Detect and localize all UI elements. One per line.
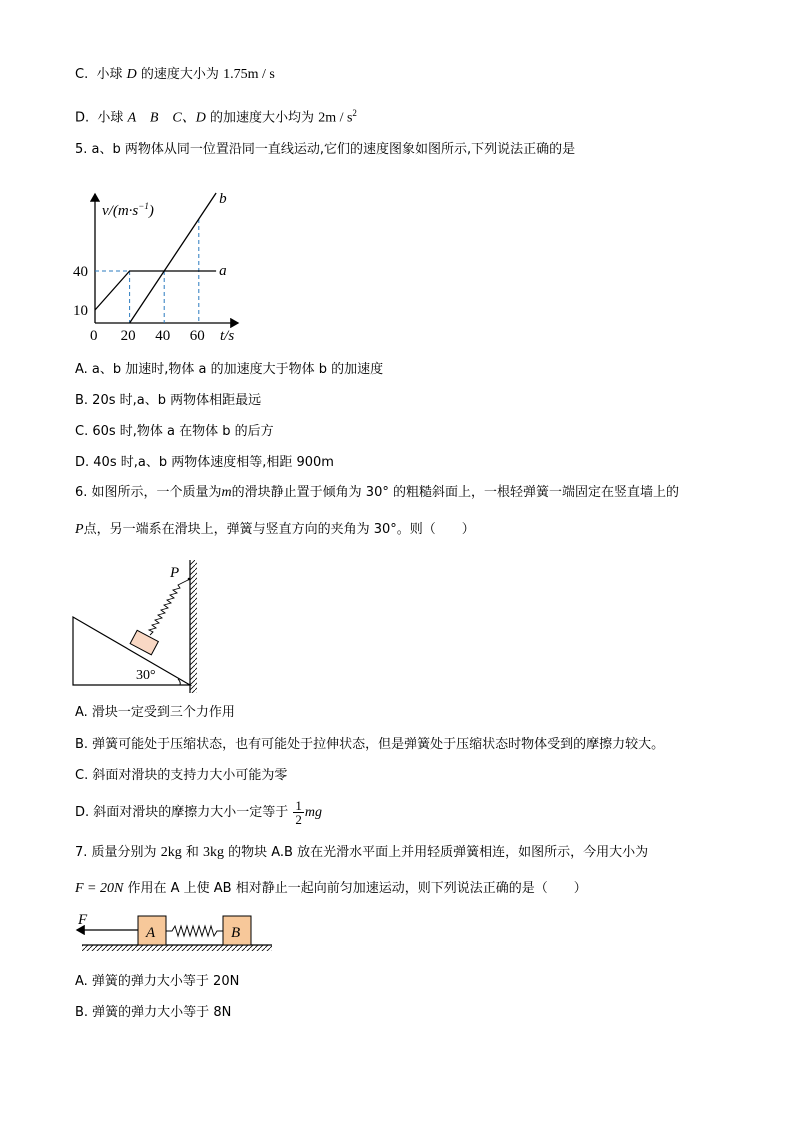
spring [149,579,190,635]
y-tick-10: 10 [73,303,88,319]
series-label-b: b [219,191,227,207]
q4-option-c: C. 小球 D 的速度大小为 1.75m / s [75,67,275,82]
q7-stem-line2: F = 20N 作用在 A 上使 AB 相对静止一起向前匀加速运动，则下列说法正确的是（ ） [75,881,587,896]
velocity-time-graph [70,172,250,342]
x-tick-60: 60 [189,328,205,342]
block [130,630,158,655]
angle-label: 30° [136,668,156,683]
q5-option-a: A. a、b 加速时,物体 a 的加速度大于物体 b 的加速度 [75,362,384,377]
series-line-a [95,271,216,310]
q5-option-b: B. 20s 时,a、b 两物体相距最远 [75,393,262,408]
point-p-label: P [170,565,180,581]
series-label-a: a [219,263,227,279]
wall [190,560,197,693]
q5-option-c: C. 60s 时,物体 a 在物体 b 的后方 [75,424,274,439]
incline [73,617,190,685]
q5-option-d: D. 40s 时,a、b 两物体速度相等,相距 900m [75,455,334,470]
q7-option-b: B. 弹簧的弹力大小等于 8N [75,1005,232,1020]
q6-option-a: A. 滑块一定受到三个力作用 [75,705,235,720]
x-tick-20: 20 [120,328,136,342]
block-b-label: B [231,925,241,941]
incline-spring-figure [70,555,210,695]
y-axis-label: $v/(m\cdot s^{-1})$ [102,201,154,219]
ground [82,945,272,951]
x-tick-40: 40 [155,328,171,342]
blocks-spring-figure [70,908,280,958]
angle-arc [178,679,180,685]
q6-option-d: D. 斜面对滑块的摩擦力大小一定等于 $\frac{1}{2}$ mg [75,798,323,827]
q5-stem: 5. a、b 两物体从同一位置沿同一直线运动,它们的速度图象如图所示,下列说法正确的是 [75,142,576,157]
force-label: F [78,912,88,928]
series-line-b [130,193,217,323]
y-tick-40: 40 [73,264,88,280]
q6-stem-line2: P点，另一端系在滑块上，弹簧与竖直方向的夹角为 30°。则（ ） [75,522,475,537]
tick-labels [73,264,205,342]
spring [166,926,223,936]
q6-option-b: B. 弹簧可能处于压缩状态，也有可能处于拉伸状态，但是弹簧处于压缩状态时物体受到的摩擦力较大。 [75,737,665,752]
q6-stem-line1: 6. 如图所示，一个质量为m的滑块静止置于倾角为 30° 的粗糙斜面上，一根轻弹簧一端固定在竖直墙上的 [75,485,679,500]
x-axis-label: t/s [220,328,235,342]
point-p [188,578,191,581]
q4-option-d: D. 小球 A B C、D 的加速度大小均为 $2m / s^2$ [75,108,357,126]
fraction-half: $\frac{1}{2}$ [295,798,302,827]
q7-stem-line1: 7. 质量分别为 2kg 和 3kg 的物块 A.B 放在光滑水平面上并用轻质弹簧相连，如图所示，今用大小为 [75,845,649,860]
block-a-label: A [146,925,156,941]
q7-option-a: A. 弹簧的弹力大小等于 20N [75,974,240,989]
q6-option-c: C. 斜面对滑块的支持力大小可能为零 [75,768,288,783]
x-tick-0: 0 [90,328,98,342]
series-labels [219,191,227,279]
